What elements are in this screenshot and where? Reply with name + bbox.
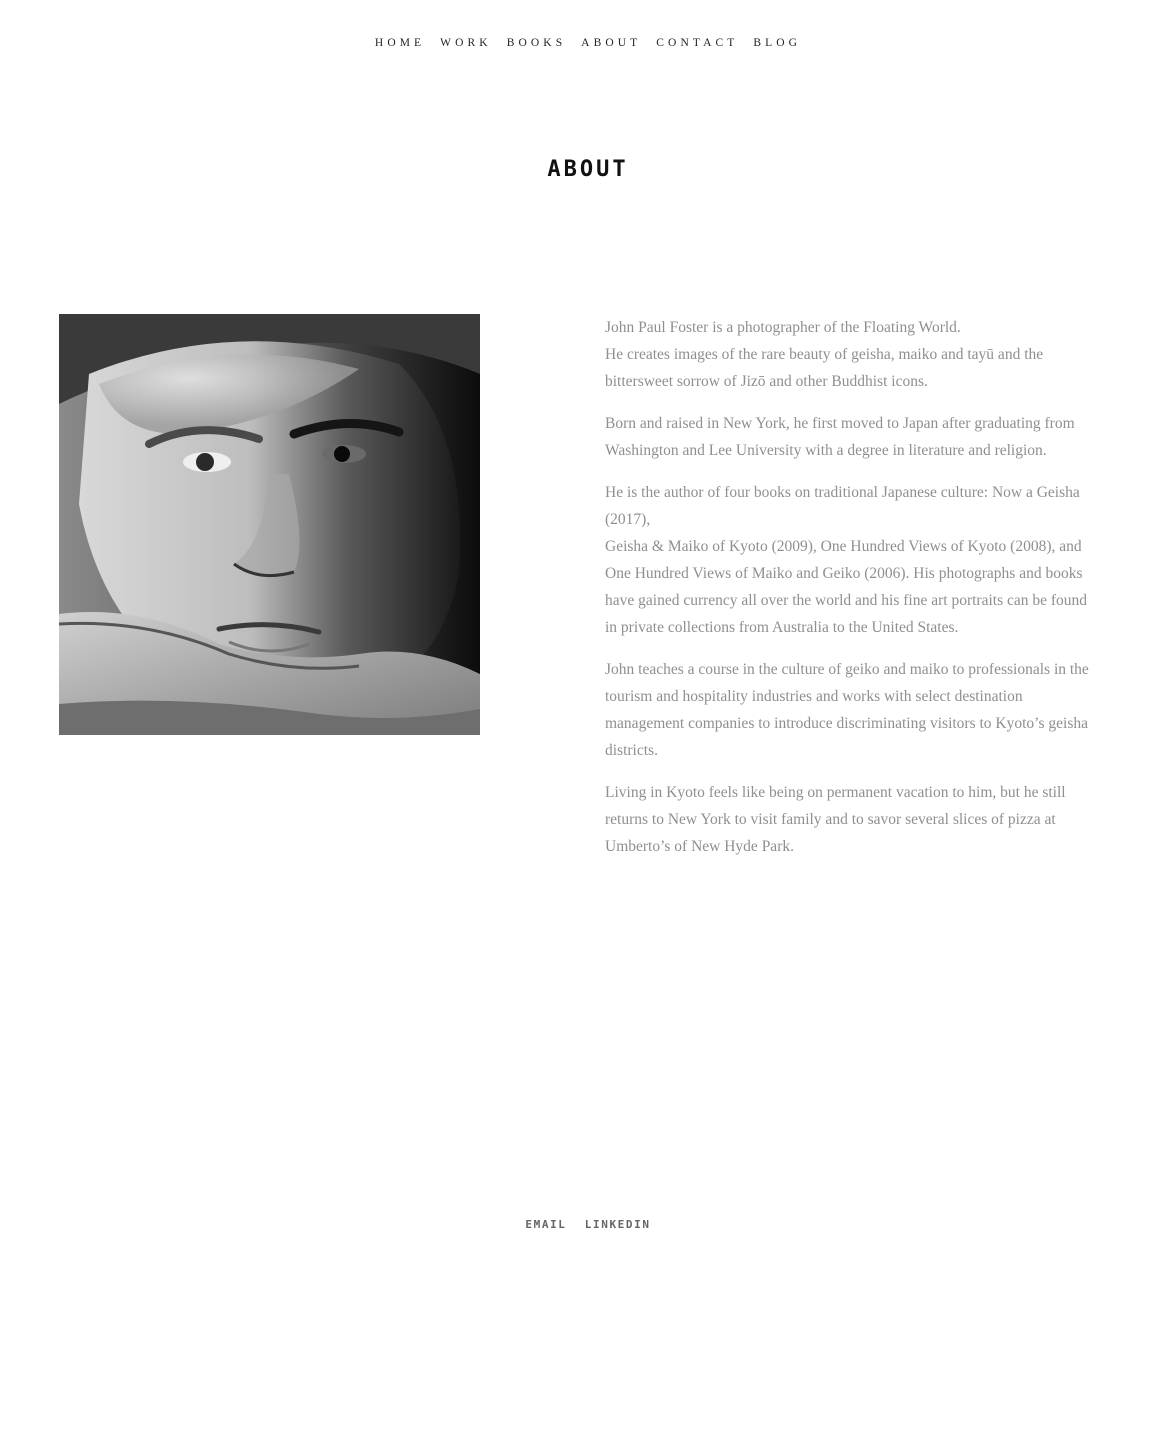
- nav-item-books[interactable]: BOOKS: [506, 37, 567, 49]
- footer-linkedin-link[interactable]: LINKEDIN: [584, 1218, 651, 1231]
- bio-line: Umberto’s of New Hyde Park.: [605, 838, 794, 855]
- bio-line: in private collections from Australia to the United States.: [605, 619, 959, 636]
- bio-line: John teaches a course in the culture of geiko and maiko to professionals in the: [605, 661, 1089, 678]
- bio-line: (2017),: [605, 511, 651, 528]
- bio-line: returns to New York to visit family and to savor several slices of pizza at: [605, 811, 1056, 828]
- nav-item-about[interactable]: ABOUT: [581, 37, 642, 49]
- footer-email-link[interactable]: EMAIL: [525, 1218, 567, 1231]
- bio-line: have gained currency all over the world and his fine art portraits can be found: [605, 592, 1088, 609]
- bio-paragraph-1: [605, 314, 1117, 395]
- bio-text: [605, 314, 1117, 875]
- nav-item-blog[interactable]: BLOG: [753, 37, 802, 49]
- bio-line: John Paul Foster is a photographer of the Floating World.: [605, 319, 961, 336]
- bio-line: management companies to introduce discriminating visitors to Kyoto’s geisha: [605, 715, 1088, 732]
- bio-line: One Hundred Views of Maiko and Geiko (2006). His photographs and books: [605, 565, 1083, 582]
- page-title: ABOUT: [547, 157, 629, 182]
- bio-paragraph-3: [605, 479, 1117, 641]
- nav-item-contact[interactable]: CONTACT: [656, 37, 739, 49]
- bio-paragraph-2: [605, 410, 1117, 464]
- bio-line: Born and raised in New York, he first moved to Japan after graduating from: [605, 415, 1075, 432]
- portrait-photo: [59, 314, 480, 735]
- bio-line: tourism and hospitality industries and works with select destination: [605, 688, 1023, 705]
- footer-links: [0, 1218, 1176, 1231]
- nav-item-work[interactable]: WORK: [440, 37, 492, 49]
- bio-line: Living in Kyoto feels like being on permanent vacation to him, but he still: [605, 784, 1066, 801]
- bio-line: districts.: [605, 742, 658, 759]
- bio-line: bittersweet sorrow of Jizō and other Buddhist icons.: [605, 373, 928, 390]
- main-nav: [0, 37, 1176, 49]
- nav-item-home[interactable]: HOME: [374, 37, 426, 49]
- bio-paragraph-5: [605, 779, 1117, 860]
- bio-paragraph-4: [605, 656, 1117, 764]
- bio-line: Washington and Lee University with a degree in literature and religion.: [605, 442, 1047, 459]
- bio-line: Geisha & Maiko of Kyoto (2009), One Hundred Views of Kyoto (2008), and: [605, 538, 1082, 555]
- bio-line: He is the author of four books on traditional Japanese culture: Now a Geisha: [605, 484, 1080, 501]
- bio-line: He creates images of the rare beauty of geisha, maiko and tayū and the: [605, 346, 1044, 363]
